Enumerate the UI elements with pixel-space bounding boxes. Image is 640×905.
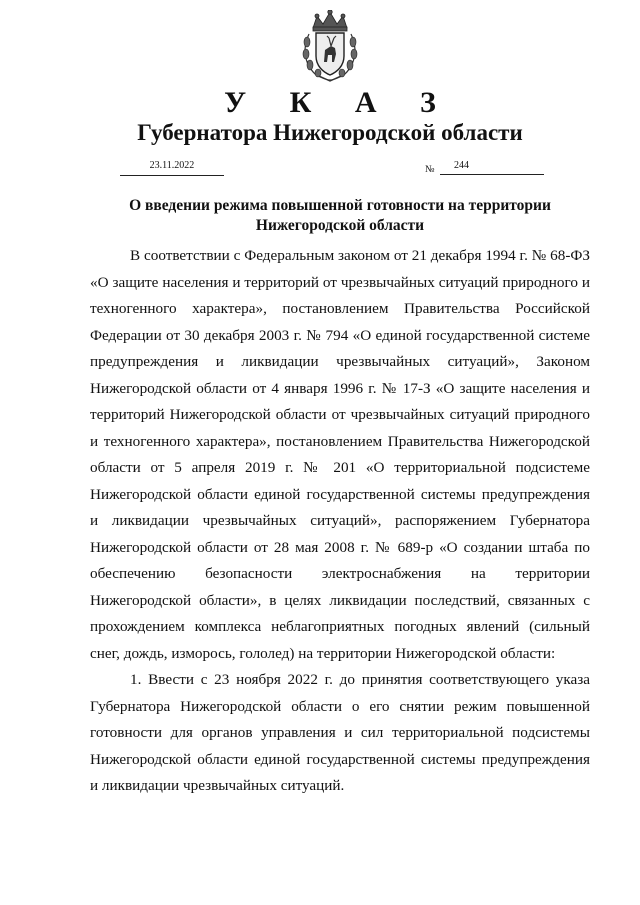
body-paragraph: 1. Ввести с 23 ноября 2022 г. до принятия соответствующего указа Губернатора Нижегородской области о его снятии режим повышенной готовности для органов управления и сил территориальной подсистемы Нижегородской области единой государственной системы предупреждения и ликвидации чрезвычайных ситуаций. [90, 671, 590, 794]
document-date: 23.11.2022 [120, 160, 224, 176]
heading-line-2: Нижегородской области [255, 217, 425, 234]
document-subtitle: Губернатора Нижегородской области [137, 120, 523, 145]
body-paragraph: В соответствии с Федеральным законом от 21 декабря 1994 г. № 68-ФЗ «О защите населения и территорий от чрезвычайных ситуаций природного и техногенного характера», постановлением Правительства Российской Федерации от 30 декабря 2003 г. № 794 «О единой государственной системе предупреждения и ликвидации чрезвычайных ситуаций», Законом Нижегородской области от 4 января 1996 г. № 17-З «О защите населения и территорий Нижегородской области от чрезвычайных ситуаций природного и техногенного характера», постановлением Правительства Нижегородской области от 5 апреля 2019 г. № 201 «О территориальной подсистеме Нижегородской области единой государственной системы предупреждения и ликвидации чрезвычайных ситуаций», распоряжением Губернатора Нижегородской области от 28 мая 2008 г. № 689-р «О создании штаба по обеспечению безопасности электроснабжения на территории Нижегородской области», в целях ликвидации последствий, связанных с прохождением комплекса неблагоприятных погодных явлений (сильный снег, дождь, изморось, гололед) на территории Нижегородской области: [90, 247, 590, 662]
document-body [90, 243, 590, 800]
heading-line-1: О введении режима повышенной готовности на территории [129, 197, 551, 214]
document-title: У К А З [224, 86, 454, 119]
document-number-label: № [425, 164, 435, 175]
document-number: 244 [440, 160, 544, 175]
coat-of-arms-emblem [299, 10, 361, 82]
document-heading [90, 196, 590, 236]
